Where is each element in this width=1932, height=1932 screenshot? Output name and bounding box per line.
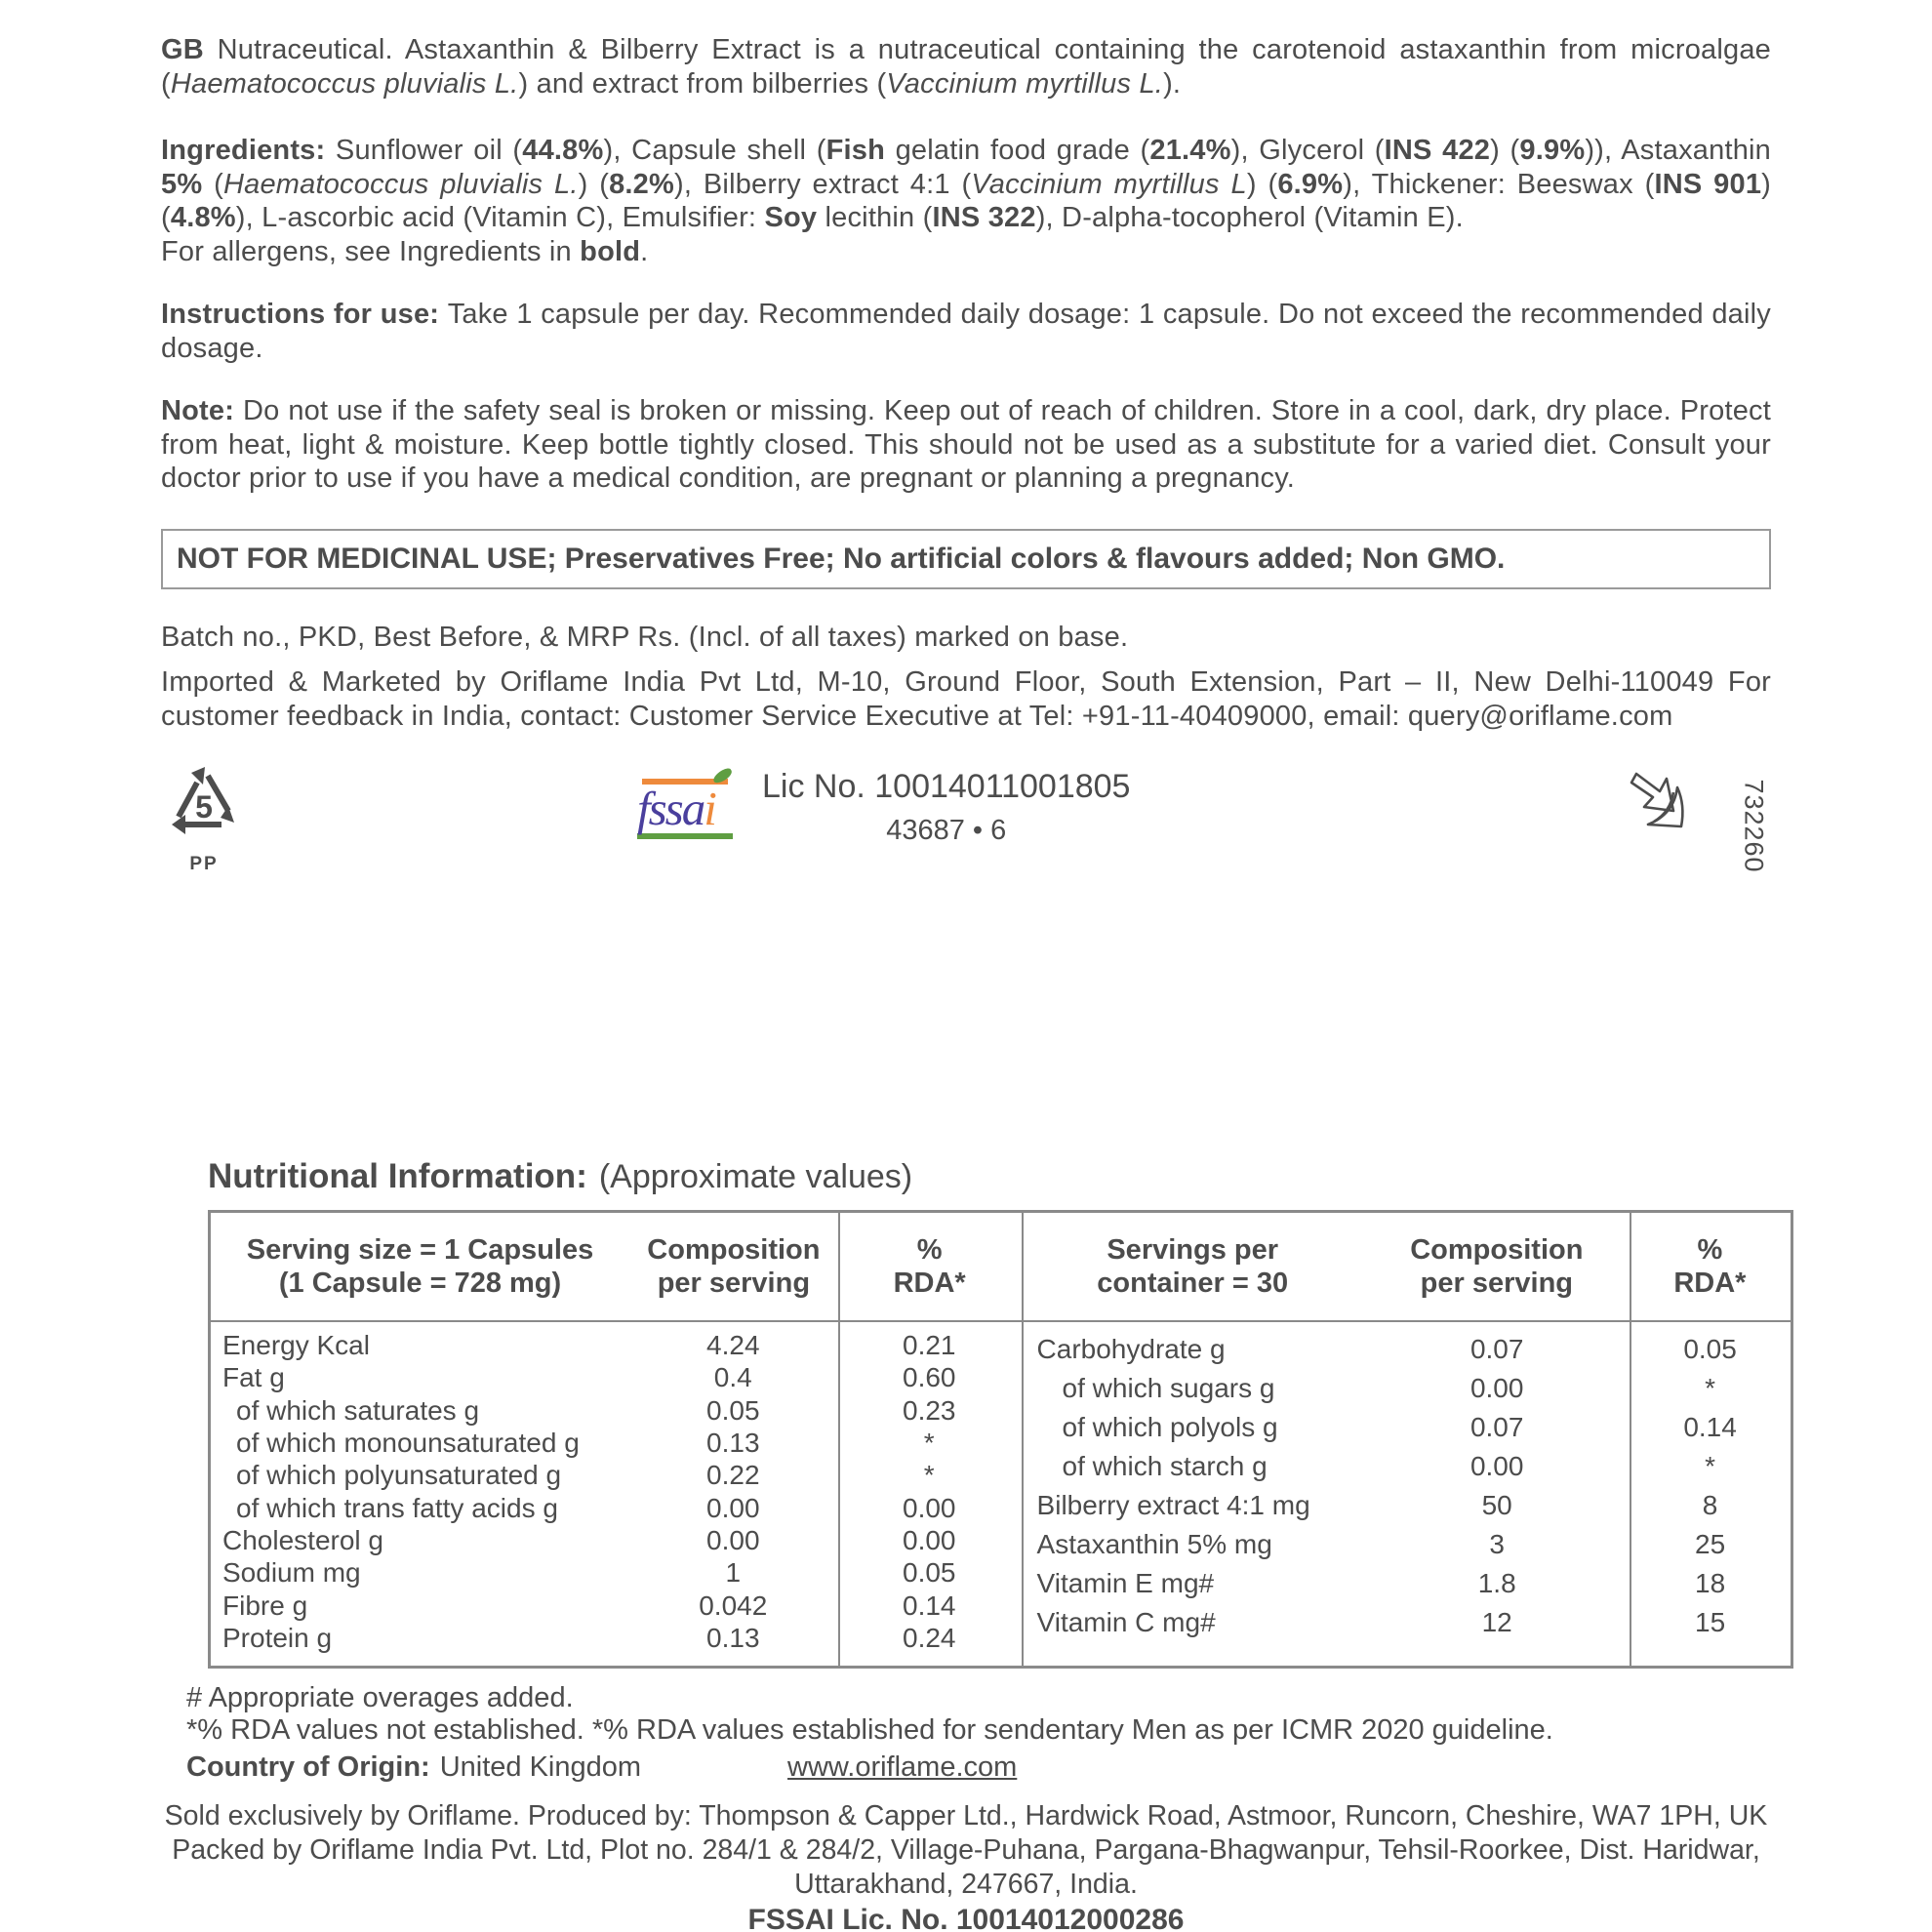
header-line: RDA* (1673, 1268, 1747, 1299)
footnote-overages: # Appropriate overages added. (186, 1682, 574, 1713)
header-rda-right (1630, 1233, 1791, 1300)
table-row (211, 1395, 1022, 1427)
row-composition: 0.00 (1469, 1373, 1524, 1403)
row-rda: 0.05 (903, 1557, 956, 1589)
fssai-license-group (637, 762, 1130, 847)
ingredients-paragraph: Ingredients: Sunflower oil (44.8%), Capsule shell (Fish gelatin food grade (21.4%), Glycerol (INS 422) (9.9%)), Astaxanthin 5% (Haematococcus pluvialis L.) (8.2%), Bilberry extract 4:1 (Vaccinium myrtillus L) (6.9%), Thickener: Beeswax (INS 901) (4.8%), L-ascorbic acid (Vitamin C), Emulsifier: Soy lecithin (INS 322), D-alpha-tocopherol (Vitamin E). For allergens, see Ingredients in bold. (161, 135, 1772, 267)
regulatory-icons-row (161, 762, 1771, 908)
row-label: Carbohydrate g (1036, 1334, 1226, 1364)
nutrition-heading-title: Nutritional Information: (208, 1157, 587, 1195)
row-label: Vitamin E mg# (1036, 1568, 1215, 1598)
row-label: Energy Kcal (222, 1330, 370, 1360)
row-label: of which polyunsaturated g (236, 1460, 562, 1491)
vertical-item-code-text: 732260 (1739, 778, 1769, 873)
row-composition: 0.13 (706, 1427, 760, 1458)
row-composition: 3 (1489, 1529, 1505, 1559)
table-row (211, 1590, 1022, 1622)
row-composition: 1 (725, 1557, 742, 1589)
row-composition: 0.4 (713, 1362, 752, 1393)
print-code: 43687 • 6 (886, 815, 1007, 846)
row-rda: * (923, 1427, 935, 1458)
table-row (1022, 1603, 1791, 1642)
nutrition-heading (208, 1157, 1771, 1196)
row-composition: 50 (1481, 1490, 1512, 1520)
row-label: Fat g (222, 1362, 285, 1393)
nutrition-table (208, 1210, 1793, 1669)
header-line: RDA* (893, 1268, 966, 1299)
table-row (211, 1493, 1022, 1524)
fssai-logo (637, 770, 741, 839)
table-row (1022, 1369, 1791, 1408)
header-line: Composition (1410, 1234, 1584, 1266)
vertical-item-code (1738, 770, 1769, 881)
row-label: Astaxanthin 5% mg (1036, 1529, 1272, 1559)
row-composition: 0.00 (1469, 1451, 1524, 1481)
row-rda: 0.60 (903, 1362, 956, 1393)
table-row (1022, 1525, 1791, 1564)
nutrition-section (208, 1157, 1771, 1669)
row-composition: 0.13 (706, 1622, 760, 1653)
row-rda: 0.14 (1683, 1412, 1737, 1442)
table-header-row (211, 1213, 1791, 1322)
row-label: of which trans fatty acids g (236, 1492, 558, 1523)
fssai-license-bottom: FSSAI Lic. No. 10014012000286 (747, 1904, 1185, 1932)
table-row (211, 1330, 1022, 1361)
header-line: Composition (647, 1234, 821, 1266)
table-row (211, 1623, 1022, 1654)
row-rda: 0.23 (903, 1394, 956, 1426)
row-composition: 0.00 (706, 1492, 760, 1523)
table-row (211, 1460, 1022, 1491)
header-line: % (1697, 1234, 1723, 1266)
header-line: per serving (657, 1268, 811, 1299)
row-rda: * (1705, 1451, 1716, 1481)
row-composition: 0.042 (699, 1590, 768, 1621)
fssai-text: fssa (637, 782, 704, 835)
row-composition: 0.05 (706, 1394, 760, 1426)
row-composition: 0.07 (1469, 1412, 1524, 1442)
table-right-half (1022, 1322, 1791, 1666)
row-rda: 15 (1695, 1607, 1726, 1637)
producer-info: Sold exclusively by Oriflame. Produced by: Thompson & Capper Ltd., Hardwick Road, Astmoor, Runcorn, Cheshire, WA7 1PH, UK (164, 1800, 1768, 1831)
row-rda: 0.00 (903, 1492, 956, 1523)
packer-info: Packed by Oriflame India Pvt. Ltd, Plot no. 284/1 & 284/2, Village-Puhana, Pargana-Bhagwanpur, Tehsil-Roorkee, Dist. Haridwar, (172, 1834, 1760, 1866)
resin-code-pp: PP (189, 854, 219, 874)
row-composition: 0.07 (1469, 1334, 1524, 1364)
header-composition-right (1364, 1233, 1630, 1300)
row-rda: * (923, 1460, 935, 1491)
header-line: Serving size = 1 Capsules (246, 1234, 594, 1266)
row-composition: 4.24 (706, 1330, 760, 1360)
table-footnotes (186, 1682, 1771, 1784)
recycling-triangle-icon (163, 762, 245, 848)
website-link: www.oriflame.com (787, 1751, 1018, 1783)
header-line: Servings per (1107, 1234, 1279, 1266)
header-servings-per-container (1022, 1233, 1364, 1300)
table-row (211, 1557, 1022, 1589)
table-row (211, 1525, 1022, 1556)
row-composition: 0.22 (706, 1460, 760, 1491)
row-label: Fibre g (222, 1590, 308, 1621)
row-rda: 25 (1695, 1529, 1726, 1559)
note-paragraph: Note: Do not use if the safety seal is broken or missing. Keep out of reach of children. Store in a cool, dark, dry place. Protect from heat, light & moisture. Keep bottle tightly closed. This should not be used as a substitute for a varied diet. Consult your doctor prior to use if you have a medical condition, are pregnant or planning a pregnancy. (161, 395, 1772, 494)
product-description: GB Nutraceutical. Astaxanthin & Bilberry Extract is a nutraceutical containing the carotenoid astaxanthin from microalgae (Haematococcus pluvialis L.) and extract from bilberries (Vaccinium myrtillus L.). (161, 34, 1771, 100)
fssai-wordmark (637, 782, 741, 835)
row-composition: 0.00 (706, 1524, 760, 1555)
table-row (211, 1428, 1022, 1459)
row-label: Vitamin C mg# (1036, 1607, 1216, 1637)
country-of-origin-row (186, 1751, 1771, 1784)
fssai-license-number: Lic No. 10014011001805 (762, 768, 1131, 805)
table-row (1022, 1447, 1791, 1486)
row-rda: 0.05 (1683, 1334, 1737, 1364)
row-rda: * (1705, 1373, 1716, 1403)
resin-code-number: 5 (195, 789, 213, 825)
header-line: (1 Capsule = 728 mg) (278, 1268, 562, 1299)
manufacturer-block (151, 1799, 1781, 1932)
recycling-symbol (161, 762, 247, 875)
table-row (211, 1362, 1022, 1393)
fssai-text-i: i (704, 782, 715, 835)
row-rda: 0.24 (903, 1622, 956, 1653)
table-row (1022, 1486, 1791, 1525)
header-line: container = 30 (1097, 1268, 1289, 1299)
table-row (1022, 1330, 1791, 1369)
row-label: of which polyols g (1062, 1412, 1278, 1442)
table-body (211, 1322, 1791, 1666)
header-rda-left (838, 1233, 1022, 1300)
row-label: Bilberry extract 4:1 mg (1036, 1490, 1310, 1520)
row-label: Protein g (222, 1622, 333, 1653)
table-vertical-divider (1630, 1213, 1631, 1666)
leaflet-arrow-icon (1623, 764, 1695, 842)
batch-info: Batch no., PKD, Best Before, & MRP Rs. (Incl. of all taxes) marked on base. (161, 621, 1129, 653)
footnote-rda: *% RDA values not established. *% RDA values established for sendentary Men as per ICMR 2020 guideline. (186, 1714, 1553, 1746)
row-label: of which sugars g (1062, 1373, 1275, 1403)
row-composition: 12 (1481, 1607, 1512, 1637)
packer-address: Uttarakhand, 247667, India. (794, 1869, 1138, 1900)
license-number-block (762, 762, 1130, 847)
row-composition: 1.8 (1477, 1568, 1516, 1598)
row-rda: 0.14 (903, 1590, 956, 1621)
importer-info: Imported & Marketed by Oriflame India Pvt Ltd, M-10, Ground Floor, South Extension, Part – II, New Delhi-110049 For customer feedback in India, contact: Customer Service Executive at Tel: +91-11-40409000, email: query@oriflame.com (161, 666, 1771, 732)
row-rda: 18 (1695, 1568, 1726, 1598)
table-row (1022, 1408, 1791, 1447)
row-rda: 8 (1702, 1490, 1718, 1520)
instructions-paragraph: Instructions for use: Take 1 capsule per day. Recommended daily dosage: 1 capsule. Do not exceed the recommended daily dosage. (161, 299, 1771, 364)
row-label: of which saturates g (236, 1394, 480, 1426)
row-rda: 0.21 (903, 1330, 956, 1360)
nutrition-heading-subtitle: (Approximate values) (598, 1158, 913, 1195)
row-label: Cholesterol g (222, 1524, 383, 1555)
country-of-origin-value: United Kingdom (439, 1751, 642, 1783)
header-line: % (916, 1234, 943, 1266)
row-label: of which starch g (1062, 1451, 1268, 1481)
not-for-medicinal-use-box: NOT FOR MEDICINAL USE; Preservatives Free; No artificial colors & flavours added; Non GMO. (161, 529, 1771, 589)
header-line: per serving (1420, 1268, 1573, 1299)
row-label: Sodium mg (222, 1557, 361, 1589)
table-row (1022, 1564, 1791, 1603)
country-of-origin-label: Country of Origin: (186, 1751, 430, 1783)
table-vertical-divider (838, 1213, 840, 1666)
header-composition-left (629, 1233, 838, 1300)
header-serving-size (211, 1233, 629, 1300)
leaflet-arrow (1623, 764, 1695, 847)
table-left-half (211, 1322, 1022, 1666)
row-rda: 0.00 (903, 1524, 956, 1555)
table-vertical-divider (1022, 1213, 1024, 1666)
row-label: of which monounsaturated g (236, 1427, 580, 1458)
